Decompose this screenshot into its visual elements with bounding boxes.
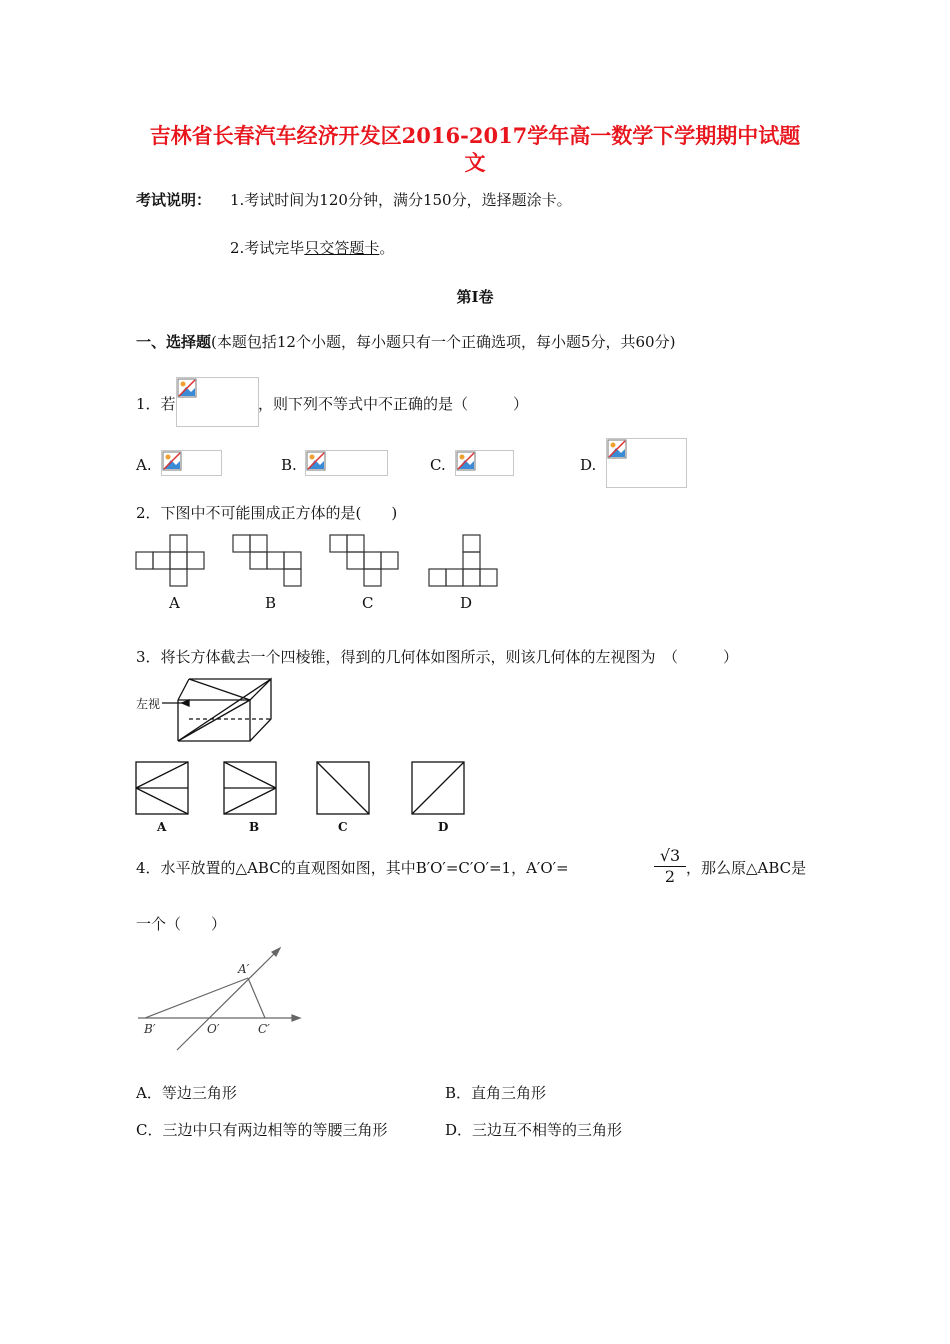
part-label: 一、选择题 (136, 333, 212, 351)
instruction-item-2-suffix: 。 (379, 239, 395, 257)
q3-view-a (136, 762, 188, 814)
q1-prefix: 1．若 (136, 395, 176, 413)
q1-option-a-label: A. (136, 456, 152, 474)
q4-label-c-prime: C′ (258, 1022, 270, 1036)
q1-option-a-image (161, 450, 222, 476)
instructions-label: 考试说明： (136, 191, 212, 209)
q4-stem-line2: 一个（ ） (136, 915, 227, 933)
q3-view-b (224, 762, 276, 814)
q2-nets-figure (130, 530, 510, 615)
q1-option-d-image (606, 438, 687, 488)
broken-image-icon (306, 451, 326, 471)
section-heading (136, 332, 675, 352)
q1-stem: ，则下列不等式中不正确的是（ ） (258, 395, 529, 413)
cube-net-b (233, 535, 301, 586)
broken-image-icon (456, 451, 476, 471)
q3-view-c (317, 762, 369, 814)
part-description: (本题包括12个小题，每小题只有一个正确选项，每小题5分，共60分) (211, 333, 676, 351)
q1-option-b-label: B. (281, 456, 297, 474)
q1-option-d-label: D. (580, 456, 597, 474)
q1-option-c-image (455, 450, 514, 476)
q3-solid-figure (130, 672, 290, 752)
q1-condition-image (176, 377, 259, 427)
volume-title: 第Ⅰ卷 (456, 288, 494, 306)
broken-image-icon (162, 451, 182, 471)
q3-stem: 3．将长方体截去一个四棱锥，得到的几何体如图所示，则该几何体的左视图为 （ ） (136, 648, 739, 666)
q4-label-o-prime: O′ (207, 1022, 220, 1036)
q3-views-figure (130, 758, 470, 820)
q4-option-b: B．直角三角形 (445, 1084, 547, 1102)
q4-label-a-prime: A′ (238, 962, 250, 976)
q4-fraction-numerator: √3 (654, 846, 686, 867)
q4-stem-b: ，那么原△ABC是 (686, 859, 807, 877)
q4-label-b-prime: B′ (144, 1022, 156, 1036)
document-title-continued: 文 (464, 150, 486, 175)
instruction-item-1: 1.考试时间为120分钟，满分150分，选择题涂卡。 (230, 191, 572, 209)
q4-stem-a: 4．水平放置的△ABC的直观图如图，其中B′O′=C′O′=1，A′O′= (136, 859, 569, 877)
instruction-item-2-prefix: 2.考试完毕 (230, 239, 305, 257)
q4-option-c: C．三边中只有两边相等的等腰三角形 (136, 1121, 388, 1139)
document-title: 吉林省长春汽车经济开发区2016-2017学年高一数学下学期期中试题 (149, 123, 801, 148)
q2-label-a: A (169, 594, 180, 612)
q3-label-d: D (438, 820, 449, 834)
q3-label-b: B (249, 820, 260, 834)
q3-label-c: C (338, 820, 348, 834)
q3-view-d (412, 762, 464, 814)
q3-label-a: A (157, 820, 167, 834)
cube-net-d (429, 535, 497, 586)
broken-image-icon (607, 439, 627, 459)
q2-label-b: B (265, 594, 277, 612)
q4-oblique-figure (130, 940, 320, 1055)
instruction-item-2 (230, 238, 394, 258)
q4-option-d: D．三边互不相等的三角形 (445, 1121, 623, 1139)
q2-stem: 2．下图中不可能围成正方体的是( ) (136, 504, 398, 522)
instruction-item-2-underlined: 只交答题卡 (304, 239, 380, 257)
cube-net-c (330, 535, 398, 586)
q4-fraction (654, 846, 686, 887)
q2-label-d: D (460, 594, 473, 612)
broken-image-icon (177, 378, 197, 398)
q2-label-c: C (362, 594, 374, 612)
q4-fraction-denominator: 2 (664, 867, 676, 886)
q1-option-b-image (305, 450, 388, 476)
q1-option-c-label: C. (430, 456, 446, 474)
q4-option-a: A．等边三角形 (136, 1084, 237, 1102)
q3-view-label: 左视 (136, 697, 161, 711)
cube-net-a (136, 535, 204, 586)
